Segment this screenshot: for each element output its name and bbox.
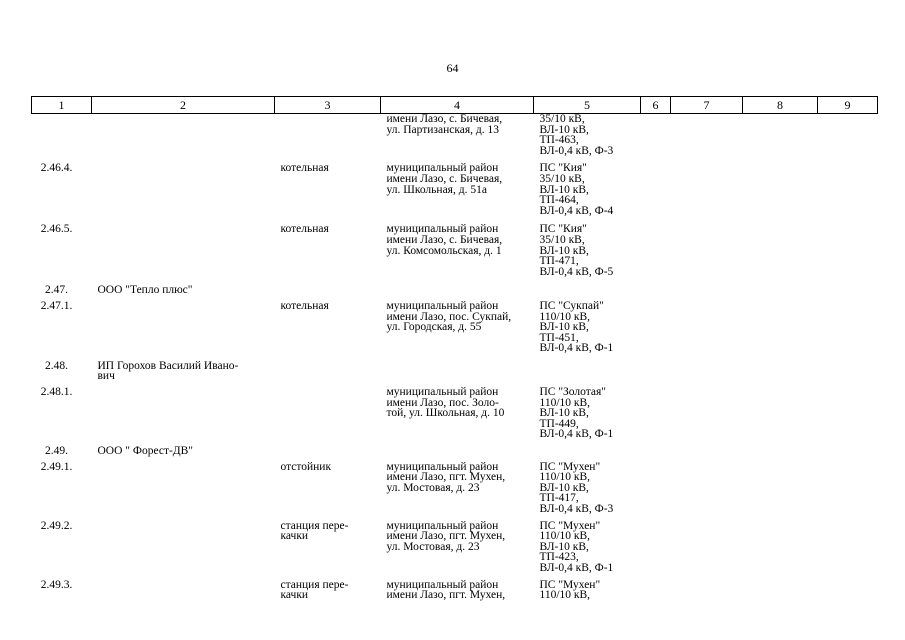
row-number-cell <box>32 382 92 440</box>
owner-cell <box>92 114 275 157</box>
address-line: имени Лазо, пос. Золо- <box>386 396 499 409</box>
column-7-cell <box>671 277 743 296</box>
address-line: муниципальный район <box>386 578 499 591</box>
power-supply-line: ВЛ-0,4 кВ, Ф-1 <box>539 342 614 355</box>
power-supply-cell <box>534 296 641 354</box>
address-cell <box>381 457 534 515</box>
column-9-cell <box>818 382 878 440</box>
table-body <box>32 114 878 601</box>
column-7-cell <box>671 457 743 515</box>
column-header: 1 <box>32 97 92 114</box>
column-8-cell <box>743 574 818 601</box>
power-supply-line: ВЛ-10 кВ, <box>539 540 589 553</box>
power-supply-line: ПС "Сукпай" <box>539 299 604 312</box>
object-cell <box>275 216 381 277</box>
power-supply-cell <box>534 440 641 457</box>
table-row <box>32 457 878 515</box>
column-8-cell <box>743 114 818 157</box>
column-9-cell <box>818 156 878 216</box>
row-number: 2.47.1. <box>40 299 73 312</box>
column-6-cell <box>641 156 671 216</box>
owner-cell <box>92 440 275 457</box>
object-line: качки <box>280 589 309 602</box>
object-cell <box>275 457 381 515</box>
power-supply-line: ПС "Мухен" <box>539 519 601 532</box>
power-supply-line: 110/10 кВ, <box>539 310 591 323</box>
row-number-cell <box>32 457 92 515</box>
column-8-cell <box>743 515 818 574</box>
address-cell <box>381 277 534 296</box>
power-supply-line: ТП-449, <box>539 417 579 430</box>
row-number-cell <box>32 156 92 216</box>
power-supply-line: ВЛ-0,4 кВ, Ф-3 <box>539 144 614 157</box>
table-row <box>32 440 878 457</box>
column-8-cell <box>743 382 818 440</box>
column-7-cell <box>671 515 743 574</box>
address-line: имени Лазо, пгт. Мухен, <box>386 589 506 602</box>
table-row <box>32 114 878 157</box>
row-number: 2.49. <box>45 445 68 458</box>
column-9-cell <box>818 296 878 354</box>
row-number-cell <box>32 515 92 574</box>
object-line: котельная <box>280 162 329 175</box>
owner-cell <box>92 457 275 515</box>
object-line: качки <box>280 530 309 543</box>
address-line: муниципальный район <box>386 460 499 473</box>
column-header: 5 <box>534 97 641 114</box>
owner-cell <box>92 216 275 277</box>
address-line: ул. Школьная, д. 51а <box>386 183 487 196</box>
power-supply-line: ТП-463, <box>539 134 579 147</box>
address-line: имени Лазо, с. Бичевая, <box>386 233 503 246</box>
power-supply-line: ВЛ-10 кВ, <box>539 407 589 420</box>
object-cell <box>275 440 381 457</box>
address-line: имени Лазо, пос. Сукпай, <box>386 310 512 323</box>
power-supply-line: ВЛ-0,4 кВ, Ф-1 <box>539 561 614 574</box>
row-number-cell <box>32 440 92 457</box>
column-6-cell <box>641 216 671 277</box>
table-row <box>32 216 878 277</box>
power-supply-cell <box>534 277 641 296</box>
column-7-cell <box>671 296 743 354</box>
table-row <box>32 156 878 216</box>
row-number-cell <box>32 354 92 382</box>
address-cell <box>381 354 534 382</box>
power-supply-cell <box>534 354 641 382</box>
address-line: имени Лазо, с. Бичевая, <box>386 172 503 185</box>
column-9-cell <box>818 354 878 382</box>
owner-cell <box>92 156 275 216</box>
column-header: 4 <box>381 97 534 114</box>
document-table <box>31 96 878 601</box>
address-line: ул. Партизанская, д. 13 <box>386 123 499 136</box>
object-line: станция пере- <box>280 519 349 532</box>
power-supply-cell <box>534 156 641 216</box>
owner-cell <box>92 277 275 296</box>
power-supply-line: ТП-417, <box>539 492 579 505</box>
address-line: ул. Мостовая, д. 23 <box>386 540 480 553</box>
column-6-cell <box>641 382 671 440</box>
row-number: 2.47. <box>45 284 68 297</box>
row-number: 2.48. <box>45 359 68 372</box>
column-8-cell <box>743 440 818 457</box>
column-9-cell <box>818 216 878 277</box>
power-supply-line: 35/10 кВ, <box>539 233 585 246</box>
column-header: 6 <box>641 97 671 114</box>
power-supply-line: ПС "Золотая" <box>539 386 606 399</box>
power-supply-line: ПС "Мухен" <box>539 578 601 591</box>
column-6-cell <box>641 440 671 457</box>
column-9-cell <box>818 574 878 601</box>
address-line: имени Лазо, пгт. Мухен, <box>386 530 506 543</box>
power-supply-cell <box>534 216 641 277</box>
row-number: 2.49.1. <box>40 460 73 473</box>
power-supply-line: ВЛ-0,4 кВ, Ф-1 <box>539 428 614 441</box>
row-number-cell <box>32 277 92 296</box>
power-supply-line: ПС "Кия" <box>539 162 587 175</box>
address-line: муниципальный район <box>386 519 499 532</box>
object-cell <box>275 114 381 157</box>
object-line: котельная <box>280 223 329 236</box>
column-6-cell <box>641 114 671 157</box>
column-8-cell <box>743 296 818 354</box>
column-6-cell <box>641 574 671 601</box>
column-9-cell <box>818 114 878 157</box>
owner-line: ИП Горохов Василий Ивано- <box>97 359 239 372</box>
column-6-cell <box>641 296 671 354</box>
address-line: муниципальный район <box>386 386 499 399</box>
row-number: 2.46.4. <box>40 162 73 175</box>
address-cell <box>381 216 534 277</box>
column-9-cell <box>818 277 878 296</box>
address-line: муниципальный район <box>386 162 499 175</box>
owner-cell <box>92 515 275 574</box>
owner-line: вич <box>97 370 115 383</box>
object-cell <box>275 296 381 354</box>
column-9-cell <box>818 515 878 574</box>
power-supply-line: ПС "Кия" <box>539 223 587 236</box>
row-number-cell <box>32 216 92 277</box>
column-7-cell <box>671 216 743 277</box>
column-header: 2 <box>92 97 275 114</box>
address-line: имени Лазо, пгт. Мухен, <box>386 471 506 484</box>
power-supply-line: 35/10 кВ, <box>539 113 585 125</box>
power-supply-line: ВЛ-0,4 кВ, Ф-4 <box>539 204 614 217</box>
address-cell <box>381 515 534 574</box>
power-supply-line: ВЛ-0,4 кВ, Ф-5 <box>539 265 614 278</box>
address-cell <box>381 156 534 216</box>
table-row <box>32 515 878 574</box>
owner-cell <box>92 382 275 440</box>
owner-cell <box>92 296 275 354</box>
power-supply-line: 110/10 кВ, <box>539 396 591 409</box>
object-cell <box>275 515 381 574</box>
column-8-cell <box>743 354 818 382</box>
page-number: 64 <box>446 61 459 75</box>
power-supply-line: ТП-423, <box>539 551 579 564</box>
address-cell <box>381 440 534 457</box>
address-line: той, ул. Школьная, д. 10 <box>386 407 505 420</box>
owner-line: ООО "Тепло плюс" <box>97 284 193 297</box>
power-supply-line: ПС "Мухен" <box>539 460 601 473</box>
column-6-cell <box>641 457 671 515</box>
power-supply-line: ВЛ-10 кВ, <box>539 244 589 257</box>
object-cell <box>275 574 381 601</box>
owner-cell <box>92 354 275 382</box>
row-number: 2.49.2. <box>40 519 73 532</box>
power-supply-line: ТП-471, <box>539 255 579 268</box>
row-number-cell <box>32 574 92 601</box>
table-row <box>32 382 878 440</box>
column-8-cell <box>743 457 818 515</box>
address-line: ул. Мостовая, д. 23 <box>386 481 480 494</box>
address-cell <box>381 296 534 354</box>
table-header <box>32 97 878 114</box>
address-cell <box>381 382 534 440</box>
table-row <box>32 277 878 296</box>
column-9-cell <box>818 457 878 515</box>
object-cell <box>275 354 381 382</box>
power-supply-line: 110/10 кВ, <box>539 589 591 602</box>
column-header: 9 <box>818 97 878 114</box>
address-line: муниципальный район <box>386 223 499 236</box>
power-supply-cell <box>534 574 641 601</box>
column-7-cell <box>671 574 743 601</box>
column-7-cell <box>671 382 743 440</box>
table-row <box>32 574 878 601</box>
column-header: 3 <box>275 97 381 114</box>
column-6-cell <box>641 277 671 296</box>
address-cell <box>381 114 534 157</box>
object-line: станция пере- <box>280 578 349 591</box>
object-cell <box>275 277 381 296</box>
address-cell <box>381 574 534 601</box>
header-row <box>32 97 878 114</box>
address-line: имени Лазо, с. Бичевая, <box>386 113 503 125</box>
power-supply-line: 110/10 кВ, <box>539 471 591 484</box>
power-supply-cell <box>534 114 641 157</box>
column-header: 8 <box>743 97 818 114</box>
object-line: отстойник <box>280 460 332 473</box>
column-7-cell <box>671 114 743 157</box>
power-supply-line: ВЛ-10 кВ, <box>539 183 589 196</box>
power-supply-cell <box>534 515 641 574</box>
row-number-cell <box>32 296 92 354</box>
power-supply-line: 35/10 кВ, <box>539 172 585 185</box>
column-6-cell <box>641 354 671 382</box>
table-row <box>32 296 878 354</box>
row-number: 2.48.1. <box>40 386 73 399</box>
row-number-cell <box>32 114 92 157</box>
owner-line: ООО " Форест-ДВ" <box>97 445 194 458</box>
column-7-cell <box>671 156 743 216</box>
column-7-cell <box>671 440 743 457</box>
power-supply-line: ТП-451, <box>539 331 579 344</box>
address-line: муниципальный район <box>386 299 499 312</box>
row-number: 2.49.3. <box>40 578 73 591</box>
power-supply-cell <box>534 457 641 515</box>
power-supply-line: ВЛ-10 кВ, <box>539 481 589 494</box>
column-8-cell <box>743 277 818 296</box>
power-supply-line: ВЛ-10 кВ, <box>539 123 589 136</box>
column-9-cell <box>818 440 878 457</box>
address-line: ул. Комсомольская, д. 1 <box>386 244 502 257</box>
column-8-cell <box>743 156 818 216</box>
power-supply-line: 110/10 кВ, <box>539 530 591 543</box>
object-cell <box>275 382 381 440</box>
column-7-cell <box>671 354 743 382</box>
row-number: 2.46.5. <box>40 223 73 236</box>
power-supply-line: ТП-464, <box>539 194 579 207</box>
column-header: 7 <box>671 97 743 114</box>
table-row <box>32 354 878 382</box>
column-6-cell <box>641 515 671 574</box>
object-cell <box>275 156 381 216</box>
object-line: котельная <box>280 299 329 312</box>
power-supply-cell <box>534 382 641 440</box>
owner-cell <box>92 574 275 601</box>
address-line: ул. Городская, д. 55 <box>386 321 482 334</box>
column-8-cell <box>743 216 818 277</box>
power-supply-line: ВЛ-0,4 кВ, Ф-3 <box>539 503 614 515</box>
power-supply-line: ВЛ-10 кВ, <box>539 321 589 334</box>
